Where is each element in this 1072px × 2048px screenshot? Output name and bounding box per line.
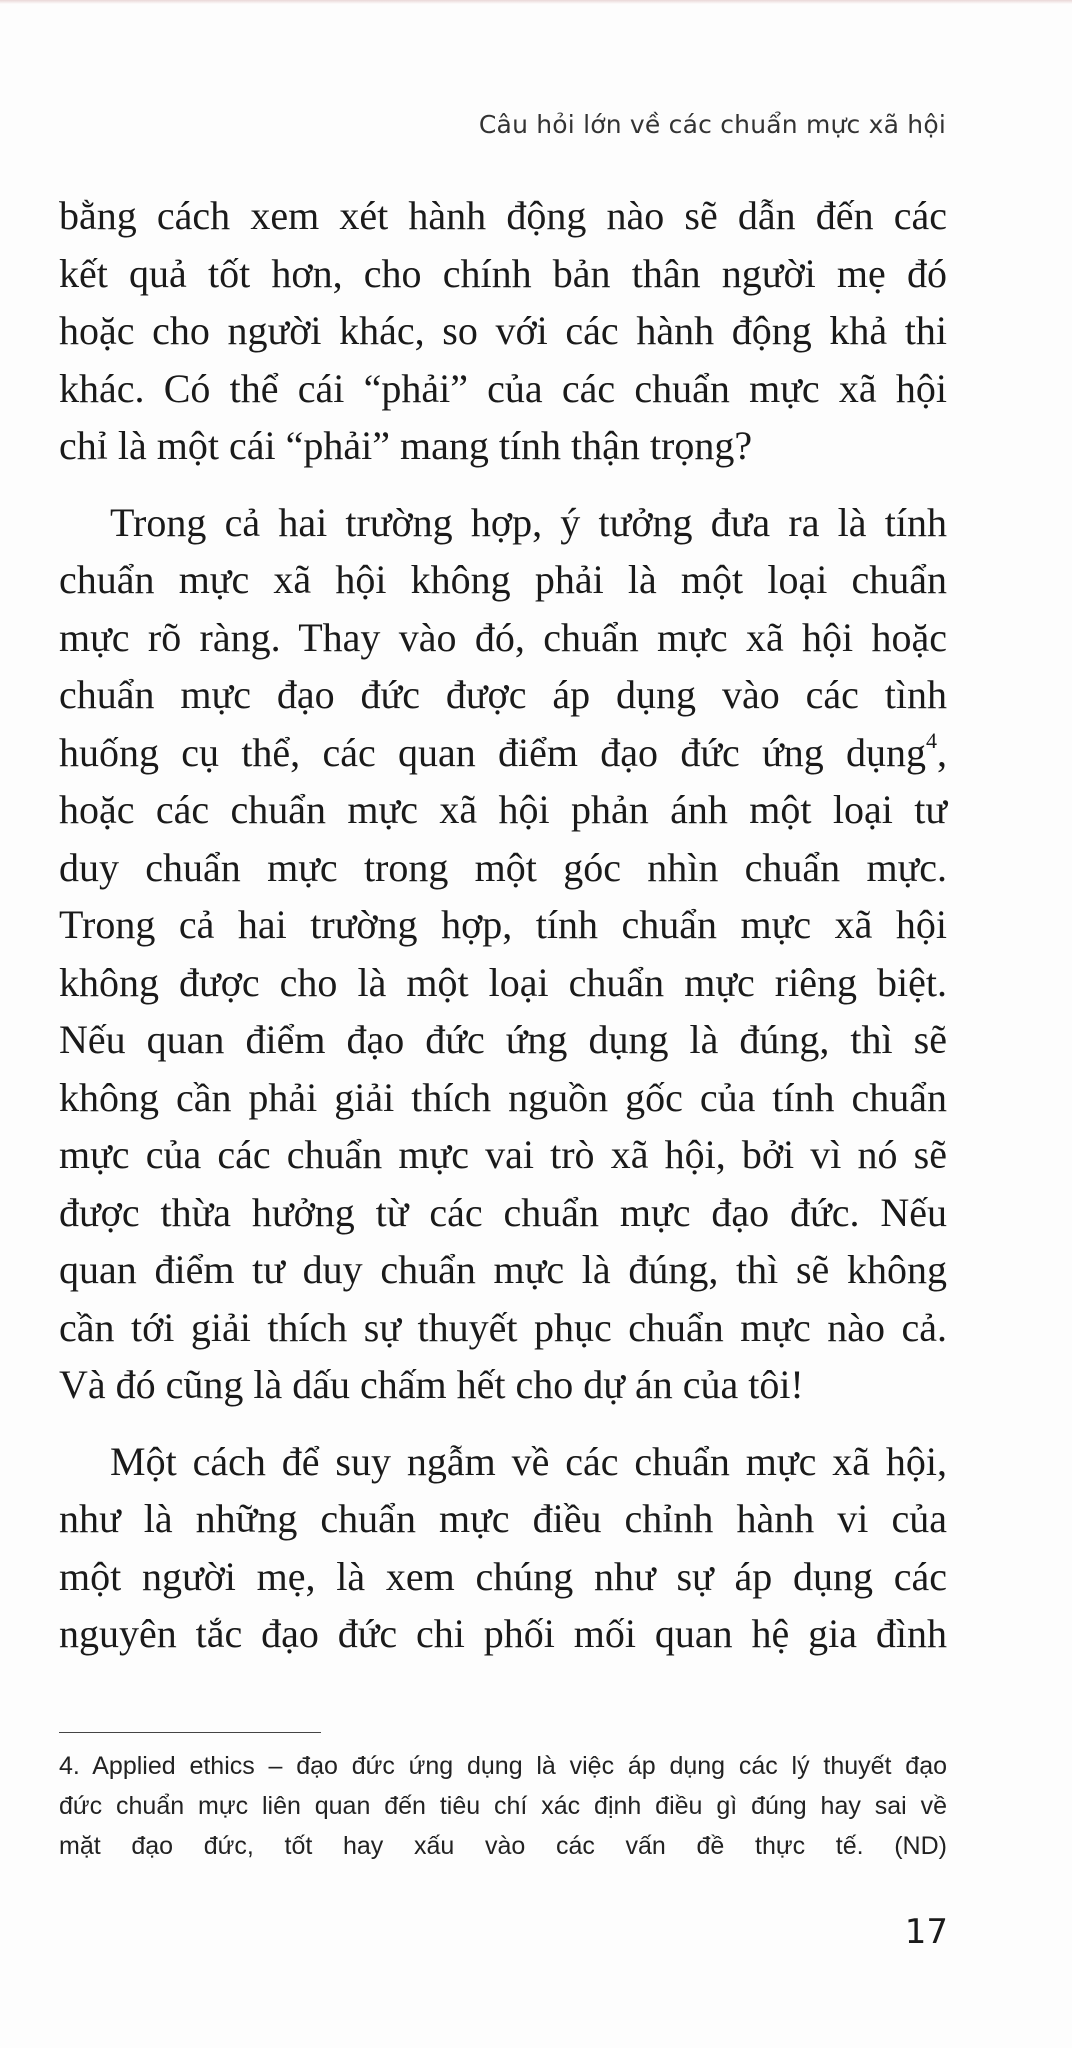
text-line: Một cách để suy ngẫm về các chuẩn mực xã hội,: [110, 1438, 947, 1484]
text-line: mực của các chuẩn mực vai trò xã hội, bởi vì nó sẽ: [59, 1132, 947, 1177]
footnote-line: 4. Applied ethics – đạo đức ứng dụng là việc áp dụng các lý thuyết đạo: [59, 1752, 947, 1780]
text-line: không cần phải giải thích nguồn gốc của tính chuẩn: [59, 1074, 947, 1120]
text-line: khác. Có thể cái “phải” của các chuẩn mực xã hội: [59, 365, 947, 411]
text-line: Nếu quan điểm đạo đức ứng dụng là đúng, thì sẽ: [59, 1017, 947, 1062]
body-text: [59, 187, 947, 1663]
text-line: như là những chuẩn mực điều chỉnh hành vi của: [59, 1496, 947, 1541]
text-line-with-footnote-ref: [59, 724, 947, 782]
text-line: Trong cả hai trường hợp, tính chuẩn mực xã hội: [59, 902, 947, 947]
paragraph-1: [59, 187, 947, 475]
paragraph-3: [59, 1433, 947, 1663]
running-header: Câu hỏi lớn về các chuẩn mực xã hội: [478, 110, 946, 139]
text-line: kết quả tốt hơn, cho chính bản thân người mẹ đó: [59, 250, 947, 296]
text-line: hoặc cho người khác, so với các hành động khả thi: [59, 308, 947, 353]
page-top-edge: [0, 0, 1072, 4]
punctuation: ,: [937, 729, 947, 775]
text-line: quan điểm tư duy chuẩn mực là đúng, thì sẽ không: [59, 1247, 947, 1292]
text-line: chỉ là một cái “phải” mang tính thận trọng?: [59, 423, 753, 468]
text-line: duy chuẩn mực trong một góc nhìn chuẩn mực.: [59, 844, 947, 890]
text-line: được thừa hưởng từ các chuẩn mực đạo đức. Nếu: [59, 1189, 947, 1235]
text-line: Và đó cũng là dấu chấm hết cho dự án của tôi!: [59, 1362, 804, 1407]
text-line: Trong cả hai trường hợp, ý tưởng đưa ra là tính: [110, 499, 947, 545]
text-line: bằng cách xem xét hành động nào sẽ dẫn đến các: [59, 193, 947, 238]
text-line: không được cho là một loại chuẩn mực riêng biệt.: [59, 959, 947, 1005]
footnote-separator: [59, 1732, 321, 1733]
page-number: 17: [904, 1912, 948, 1952]
text-line: huống cụ thể, các quan điểm đạo đức ứng dụng: [59, 729, 926, 775]
text-line: cần tới giải thích sự thuyết phục chuẩn mực nào cả.: [59, 1304, 947, 1350]
footnote-line: đức chuẩn mực liên quan đến tiêu chí xác định điều gì đúng hay sai về: [59, 1792, 947, 1820]
text-line: chuẩn mực xã hội không phải là một loại chuẩn: [59, 557, 947, 602]
text-line: chuẩn mực đạo đức được áp dụng vào các tình: [59, 672, 947, 717]
footnote-line: mặt đạo đức, tốt hay xấu vào các vấn đề thực tế. (ND): [59, 1832, 947, 1860]
text-line: hoặc các chuẩn mực xã hội phản ánh một loại tư: [59, 787, 947, 832]
footnote-reference[interactable]: 4: [926, 727, 937, 753]
text-line: một người mẹ, là xem chúng như sự áp dụng các: [59, 1553, 947, 1599]
paragraph-2: [59, 494, 947, 1414]
footnote: [59, 1746, 947, 1866]
text-line: nguyên tắc đạo đức chi phối mối quan hệ gia đình: [59, 1611, 947, 1656]
text-line: mực rõ ràng. Thay vào đó, chuẩn mực xã hội hoặc: [59, 614, 947, 660]
